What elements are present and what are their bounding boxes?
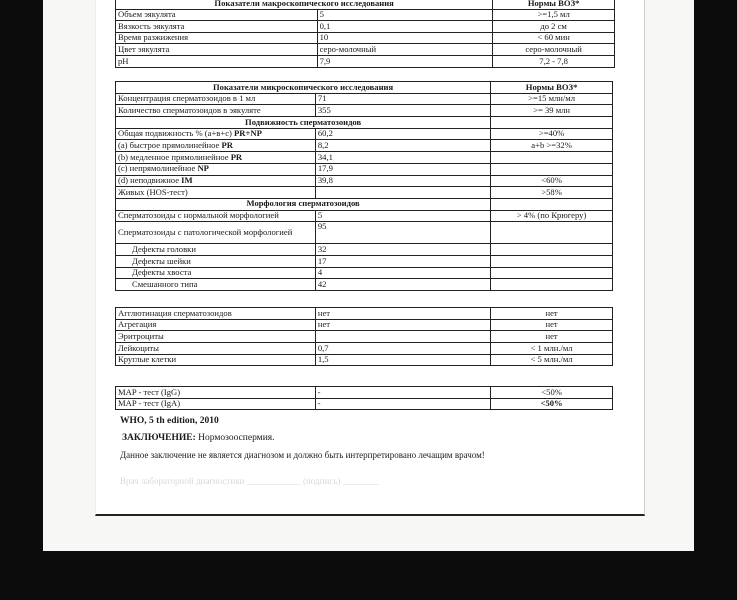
morphology-title: Морфология сперматозоидов [116, 198, 491, 210]
table-row [116, 343, 613, 355]
row-label: Смешанного типа [116, 279, 316, 291]
row-value: 95 [315, 222, 490, 244]
table-row [116, 267, 613, 279]
row-label: MAP - тест (IgG) [116, 387, 316, 399]
row-label: Дефекты шейки [116, 255, 316, 267]
motility-title: Подвижность сперматозоидов [116, 117, 491, 129]
row-label: Вязкость эякулята [116, 21, 318, 33]
table-row [116, 128, 613, 140]
table-row [116, 331, 613, 343]
empty-cell [491, 222, 613, 244]
mar-table [115, 386, 613, 410]
label-abbr: PR [221, 140, 233, 151]
row-norm: нет [491, 319, 613, 331]
empty-cell [491, 267, 613, 279]
row-norm: >=15 млн/мл [491, 93, 613, 105]
table-row [116, 308, 613, 320]
empty-cell [315, 291, 490, 308]
table-header-row [116, 82, 613, 94]
table-row [116, 319, 613, 331]
row-norm: <50% [491, 387, 613, 399]
table-row [116, 354, 613, 366]
row-value: 60,2 [315, 128, 490, 140]
row-value: 10 [317, 32, 493, 44]
row-value: - [315, 398, 491, 410]
macro-title: Показатели макроскопического исследования [116, 0, 493, 9]
row-norm: серо-молочный [493, 44, 615, 56]
table-row [116, 387, 613, 399]
table-row [116, 222, 613, 244]
label-text: Общая подвижность % (a+в+с) [118, 128, 235, 139]
table-row [116, 21, 615, 33]
table-row [116, 255, 613, 267]
label-abbr: IM [181, 175, 193, 186]
table-row [116, 175, 613, 187]
empty-cell [491, 255, 613, 267]
table-row [116, 9, 615, 21]
row-label: Агглютинация сперматозоидов [116, 308, 316, 320]
section-row [116, 198, 613, 210]
row-value: - [315, 387, 491, 399]
row-value [315, 331, 490, 343]
row-value: 5 [315, 210, 490, 222]
row-norm: < 5 млн./мл [491, 354, 613, 366]
row-norm: >=40% [491, 128, 613, 140]
row-norm: < 1 млн./мл [491, 343, 613, 355]
empty-cell [491, 279, 613, 291]
empty-cell [491, 163, 613, 175]
row-label: Лейкоциты [116, 343, 316, 355]
row-label: Объем эякулята [116, 9, 318, 21]
empty-cell [116, 291, 316, 308]
row-value: 42 [315, 279, 490, 291]
row-value: 32 [315, 244, 490, 256]
table-row [116, 279, 613, 291]
row-label [116, 175, 316, 187]
row-norm: > 4% (по Крюгеру) [491, 210, 613, 222]
row-value: 34,1 [315, 152, 490, 164]
row-label: Агрегация [116, 319, 316, 331]
norm-header: Нормы ВОЗ* [491, 82, 613, 94]
row-label: Сперматозоиды с патологической морфологией [116, 222, 316, 244]
row-label: Концентрация сперматозоидов в 1 мл [116, 93, 316, 105]
faded-signature-line: Врач лабораторной диагностики ____________ (подпись) ________ [120, 476, 379, 486]
conclusion-label: ЗАКЛЮЧЕНИЕ: [122, 433, 196, 443]
macro-table [115, 0, 615, 68]
row-label: Сперматозоиды с нормальной морфологией [116, 210, 316, 222]
row-value: нет [315, 319, 490, 331]
label-abbr: NP [197, 163, 209, 174]
row-label: Круглые клетки [116, 354, 316, 366]
label-text: (b) медленное прямолинейное [118, 151, 231, 162]
row-label [116, 128, 316, 140]
row-value: 5 [317, 9, 493, 21]
row-value: 17 [315, 255, 490, 267]
row-norm: >58% [491, 187, 613, 199]
table-row [116, 93, 613, 105]
row-label [116, 152, 316, 164]
section-row [116, 117, 613, 129]
table-row [116, 187, 613, 199]
label-abbr: PR+NP [234, 128, 262, 139]
row-norm: <50% [491, 398, 613, 410]
micro-table [115, 81, 613, 366]
row-label: Количество сперматозоидов в эякуляте [116, 105, 316, 117]
table-row [116, 140, 613, 152]
row-label: Дефекты головки [116, 244, 316, 256]
row-norm: до 2 см [493, 21, 615, 33]
micro-title: Показатели микроскопического исследования [116, 82, 491, 94]
row-label [116, 140, 316, 152]
row-norm: >=1,5 мл [493, 9, 615, 21]
table-header-row [116, 0, 615, 9]
row-label: Живых (HOS-тест) [116, 187, 316, 199]
label-abbr: PR [230, 151, 243, 162]
label-text: (c) непрямолинейное [118, 163, 198, 174]
row-value: 1,5 [315, 354, 490, 366]
row-label: MAP - тест (IgA) [116, 398, 316, 410]
row-value: 0,1 [317, 21, 493, 33]
row-norm: 7,2 - 7,8 [493, 55, 615, 67]
row-label: Дефекты хвоста [116, 267, 316, 279]
row-label: Цвет эякулята [116, 44, 318, 56]
row-value: 71 [315, 93, 490, 105]
table-row [116, 398, 613, 410]
table-row [116, 44, 615, 56]
row-norm: <60% [491, 175, 613, 187]
row-value: 17,9 [315, 163, 490, 175]
who-reference: WHO, 5 th edition, 2010 [120, 416, 219, 426]
table-row [116, 152, 613, 164]
row-value [315, 187, 490, 199]
empty-cell [491, 198, 613, 210]
row-value: 7,9 [317, 55, 493, 67]
empty-cell [491, 244, 613, 256]
table-row [116, 163, 613, 175]
row-value: 0,7 [315, 343, 490, 355]
norm-header: Нормы ВОЗ* [493, 0, 615, 9]
row-norm: a+b >=32% [491, 140, 613, 152]
disclaimer-note: Данное заключение не является диагнозом и должно быть интерпретировано лечащим врачом! [120, 450, 485, 460]
row-value: серо-молочный [317, 44, 493, 56]
table-row [116, 105, 613, 117]
row-norm: < 60 мин [493, 32, 615, 44]
row-norm: нет [491, 308, 613, 320]
table-row [116, 32, 615, 44]
empty-cell [491, 152, 613, 164]
row-norm: >= 39 млн [491, 105, 613, 117]
conclusion-value: Нормозооспермия. [195, 433, 275, 443]
table-row [116, 210, 613, 222]
row-value: 8,2 [315, 140, 490, 152]
label-text: (a) быстрое прямолинейное [118, 140, 222, 151]
row-value: 355 [315, 105, 490, 117]
row-label: Время разжижения [116, 32, 318, 44]
spacer-row [116, 291, 613, 308]
row-label: Эритроциты [116, 331, 316, 343]
table-row [116, 55, 615, 67]
label-text: (d) неподвижное [118, 175, 182, 186]
row-label [116, 163, 316, 175]
row-value: 4 [315, 267, 490, 279]
row-value: 39,8 [315, 175, 490, 187]
row-value: нет [315, 308, 490, 320]
row-norm: нет [491, 331, 613, 343]
conclusion [122, 433, 275, 443]
empty-cell [491, 291, 613, 308]
empty-cell [491, 117, 613, 129]
row-label: pH [116, 55, 318, 67]
table-row [116, 244, 613, 256]
